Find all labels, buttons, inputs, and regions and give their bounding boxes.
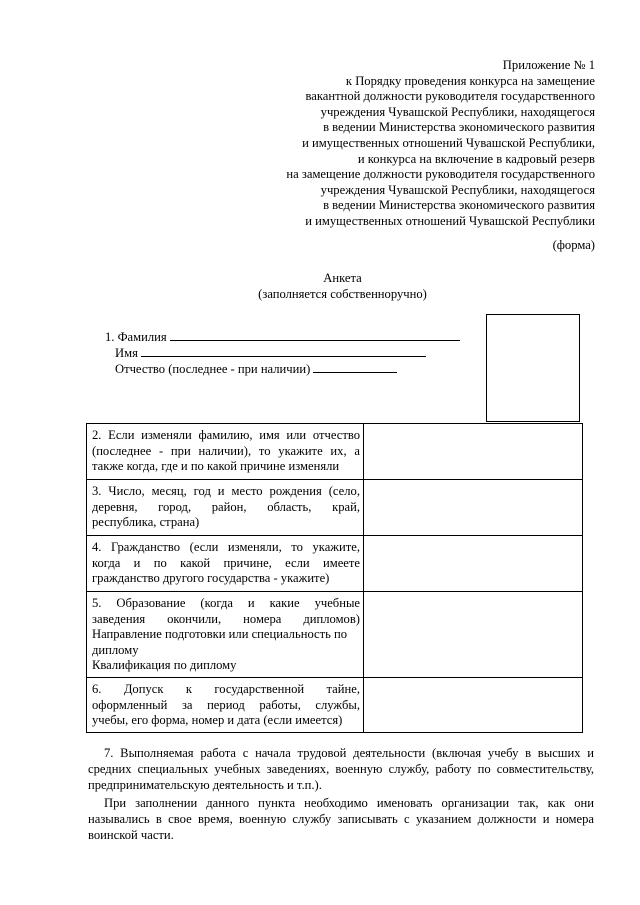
question-cell xyxy=(87,592,364,678)
name-field[interactable] xyxy=(141,344,426,357)
paragraph-line: 7. Выполняемая работа с начала трудовой деятельности (включая учебу в высших и xyxy=(104,746,594,760)
appendix-line: и конкурса на включение в кадровый резерв xyxy=(357,151,595,166)
surname-row xyxy=(105,328,460,345)
table-row xyxy=(87,678,583,733)
appendix-line: учреждения Чувашской Республики, находящегося xyxy=(320,182,595,197)
answer-cell[interactable] xyxy=(364,678,583,733)
table-row xyxy=(87,424,583,480)
answer-cell[interactable] xyxy=(364,592,583,678)
form-label: (форма) xyxy=(552,238,595,252)
question-line: диплому xyxy=(92,642,139,657)
appendix-line: на замещение должности руководителя государственного xyxy=(286,167,595,182)
paragraph-note xyxy=(88,795,594,843)
appendix-line: Приложение № 1 xyxy=(502,58,595,72)
question-cell xyxy=(87,678,364,733)
photo-placeholder-box xyxy=(486,314,580,422)
question-line: гражданство другого государства - укажите) xyxy=(92,571,330,586)
appendix-line: вакантной должности руководителя государственного xyxy=(305,89,595,104)
paragraph-line: воинской части. xyxy=(88,828,174,842)
appendix-line: учреждения Чувашской Республики, находящегося xyxy=(320,104,595,119)
appendix-line: в ведении Министерства экономического развития xyxy=(323,120,595,135)
question-line: 3. Число, месяц, год и место рождения (село, xyxy=(92,484,360,498)
patronymic-field[interactable] xyxy=(313,360,397,373)
question-line: заведения окончили, номера дипломов) xyxy=(92,611,360,626)
appendix-header xyxy=(175,58,595,230)
answer-cell[interactable] xyxy=(364,424,583,480)
table-row xyxy=(87,592,583,678)
question-line: оформленный за период работы, службы, xyxy=(92,697,360,712)
question-line: 4. Гражданство (если изменяли, то укажите, xyxy=(92,540,360,554)
question-line: 6. Допуск к государственной тайне, xyxy=(92,682,360,696)
paragraph-line: назывались в свое время, военную службу записывать с указанием должности и номера xyxy=(88,812,594,826)
question-line: также когда, где и по какой причине изменяли xyxy=(92,459,340,474)
patronymic-label: Отчество (последнее - при наличии) xyxy=(115,362,311,376)
name-label: Имя xyxy=(115,346,138,360)
name-row xyxy=(115,344,426,361)
question-line: Квалификация по диплому xyxy=(92,658,237,673)
question-line: (последнее - при наличии), то укажите их, а xyxy=(92,443,360,458)
paragraph-7 xyxy=(88,745,594,793)
questionnaire-table xyxy=(86,423,583,733)
paragraph-line: средних специальных учебных заведениях, военную службу, работу по совместительству, xyxy=(88,762,594,776)
surname-field[interactable] xyxy=(170,328,460,341)
question-line: Направление подготовки или специальность по xyxy=(92,627,348,642)
appendix-line: в ведении Министерства экономического развития xyxy=(323,198,595,213)
question-cell xyxy=(87,536,364,592)
question-line: республика, страна) xyxy=(92,515,200,530)
answer-cell[interactable] xyxy=(364,536,583,592)
answer-cell[interactable] xyxy=(364,480,583,536)
question-cell xyxy=(87,424,364,480)
appendix-line: к Порядку проведения конкурса на замещение xyxy=(345,73,595,88)
patronymic-row xyxy=(115,360,397,377)
table-row xyxy=(87,480,583,536)
document-subtitle: (заполняется собственноручно) xyxy=(258,287,427,301)
question-line: 5. Образование (когда и какие учебные xyxy=(92,596,360,610)
paragraph-line: При заполнении данного пункта необходимо именовать организации так, как они xyxy=(104,796,594,810)
question-line: деревня, город, район, область, край, xyxy=(92,499,360,514)
surname-label: 1. Фамилия xyxy=(105,330,167,344)
question-line: когда и по какой причине, если имеете xyxy=(92,555,360,570)
table-row xyxy=(87,536,583,592)
question-cell xyxy=(87,480,364,536)
appendix-line: и имущественных отношений Чувашской Республики xyxy=(305,213,595,228)
document-title: Анкета xyxy=(323,271,362,285)
paragraph-line: предпринимательскую деятельность и т.п.). xyxy=(88,778,322,792)
question-line: учебы, его форма, номер и дата (если имеется) xyxy=(92,713,343,728)
question-line: 2. Если изменяли фамилию, имя или отчество xyxy=(92,428,360,442)
appendix-line: и имущественных отношений Чувашской Республики, xyxy=(302,135,595,150)
